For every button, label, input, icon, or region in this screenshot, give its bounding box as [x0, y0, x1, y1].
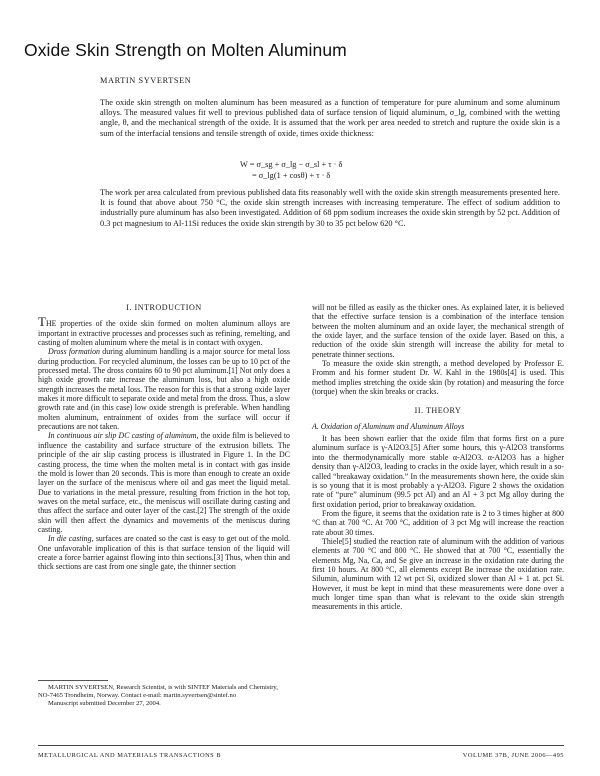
drop-cap: T [38, 314, 46, 330]
theory-paragraph-3: Thiele[5] studied the reaction rate of aluminum with the addition of various elements at 700 °C and 800 °C. He showed that at 700 °C, essentially the elements Mg, Na, Ca, and Se give an increase in the oxidation rate during the first 10 hours. At 800 °C, all elements except Be increase the oxidation rate. Silumin, aluminum with 12 wt pct Si, oxidized slower than Al + 1 at. pct Si. However, it must be kept in mind that these measurements were done over a much longer time span than what is relevant to the oxide skin strength measurements in this article. [312, 536, 564, 612]
intro-paragraph-3 [38, 431, 290, 534]
abstract-part-1 [100, 98, 560, 139]
equation-line-2: = σ_lg(1 + cosθ) + τ · δ [252, 171, 331, 180]
intro-paragraph-4 [38, 534, 290, 571]
article-title: Oxide Skin Strength on Molten Aluminum [24, 40, 347, 60]
right-paragraph-1: will not be filled as easily as the thicker ones. As explained later, it is believed that the effective surface tension is a combination of the interface tension between the molten aluminum and an oxide layer, the mechanical strength of the oxide layer, and the surface tension of the oxide layer. Based on this, a reduction of the oxide skin strength will increase the ability for metal to penetrate thinner sections. [312, 303, 564, 359]
intro-paragraph-2 [38, 347, 290, 431]
footnotes [38, 684, 290, 709]
section-heading-introduction: I. INTRODUCTION [126, 303, 202, 312]
abstract-part-2 [100, 188, 560, 229]
left-column [38, 303, 290, 572]
intro-paragraph-4-lead: In die casting, [48, 534, 94, 544]
abstract-text-2: The work per area calculated from previous published data fits reasonably well with the oxide skin strength measurements presented here. It is found that above about 750 °C, the oxide skin strength increases with increasing temperature. The effect of sodium addition to industrially pure aluminum has also been investigated. Addition of 68 ppm sodium increases the oxide skin strength by 52 pct. Addition of 0.3 pct magnesium to Al-11Si reduces the oxide skin strength by 30 to 35 pct below 620 °C. [100, 188, 560, 228]
footnote-divider [38, 680, 108, 681]
right-column [312, 303, 564, 612]
intro-paragraph-1-text: HE properties of the oxide skin formed on molten aluminum alloys are important in extractive processes and processes such as refining, remelting, and casting of molten aluminum where the metal is in contact with oxygen. [38, 319, 290, 348]
intro-paragraph-3-text: the oxide film is believed to influence the castability and surface structure of the extrusion billets. The principle of the air slip casting process is illustrated in Figure 1. In the DC casting process, the time when the molten metal is in contact with gas inside the mold is lower than 20 seconds. This is more than enough to create an oxide layer on the surface of the meniscus where oil and gas meet the liquid metal. Due to variations in the metal pressure, resulting from friction in the hot top, waves on the metal surface, etc., the meniscus will oscillate during casting and thus affect the surface and outer layer of the cast.[2] The strength of the oxide skin will then affect the dynamics and movements of the meniscus during casting. [38, 431, 290, 534]
equation-line-1: W = σ_sg + σ_lg − σ_sl + τ · δ [240, 160, 343, 169]
subsection-heading-oxidation: A. Oxidation of Aluminum and Aluminum Alloys [312, 421, 465, 431]
intro-paragraph-2-text: during aluminum handling is a major source for metal loss during production. For recycled aluminum, the losses can be up to 10 pct of the processed metal. The dross contains 60 to 90 pct aluminum.[1] Not only does a high oxide growth rate increase the aluminum loss, but also a high oxide strength increases the metal loss. The reason for this is that a strong oxide layer makes it more difficult to separate oxide and metal from the dross. Thus, a slow growth rate and (in this case) low oxide strength is preferable. When handling molten aluminum, entrainment of oxides from the surface will occur if precautions are not taken. [38, 347, 290, 432]
article-author: MARTIN SYVERTSEN [100, 76, 192, 85]
theory-paragraph-2: From the figure, it seems that the oxidation rate is 2 to 3 times higher at 800 °C than at 700 °C. At 700 °C, addition of 3 pct Mg will increase the reaction rate about 30 times. [312, 508, 564, 537]
section-heading-theory: II. THEORY [414, 406, 462, 416]
footnote-affiliation: MARTIN SYVERTSEN, Research Scientist, is with SINTEF Materials and Chemistry, NO-7465 Trondheim, Norway. Contact e-mail: martin.syvertsen@sintef.no [38, 684, 278, 700]
footer-divider [38, 745, 564, 746]
right-paragraph-2: To measure the oxide skin strength, a method developed by Professor E. Fromm and his former student Dr. W. Kahl in the 1980s[4] is used. This method implies stretching the oxide skin (by rotation) and measuring the force (torque) when the skin breaks or cracks. [312, 359, 564, 397]
abstract-text-1: The oxide skin strength on molten aluminum has been measured as a function of temperature for pure aluminum and some aluminum alloys. The measured values fit well to previous published data of surface tension of liquid aluminum, σ_lg, combined with the wetting angle, θ, and the mechanical strength of the oxide. It is assumed that the work per area needed to stretch and rupture the oxide skin is a sum of the interfacial tensions and tensile strength of oxide, times oxide thickness: [100, 98, 560, 138]
intro-paragraph-3-lead: In continuous air slip DC casting of aluminum, [48, 431, 199, 441]
theory-paragraph-1: It has been shown earlier that the oxide film that forms first on a pure aluminum surface is γ-Al2O3.[5] After some hours, this γ-Al2O3 transforms into the thermodynamically more stable α-Al2O3. α-Al2O3 has a higher density than γ-Al2O3, leading to cracks in the oxide layer, which result in a so-called “breakaway oxidation.” In the measurements shown here, the oxide skin is so young that it is most probably a γ-Al2O3. Figure 2 shows the oxidation rate of “pure” aluminum (99.5 pct Al) and an Al + 3 pct Mg alloy during the first oxidation period, prior to breakaway oxidation. [312, 434, 564, 509]
journal-name-footer: METALLURGICAL AND MATERIALS TRANSACTIONS B [38, 752, 222, 759]
intro-paragraph-4-text: surfaces are coated so the cast is easy to get out of the mold. One unfavorable implication of this is that surface tension of the liquid will create a force barrier against flowing into thin sections.[3] Thus, when thin and thick sections are cast from one single gate, the thinner section [38, 534, 290, 572]
footnote-submission: Manuscript submitted December 27, 2004. [48, 700, 161, 708]
intro-paragraph-1 [38, 314, 290, 348]
intro-paragraph-2-lead: Dross formation [48, 347, 100, 357]
volume-page-footer: VOLUME 37B, JUNE 2006—495 [462, 752, 564, 759]
